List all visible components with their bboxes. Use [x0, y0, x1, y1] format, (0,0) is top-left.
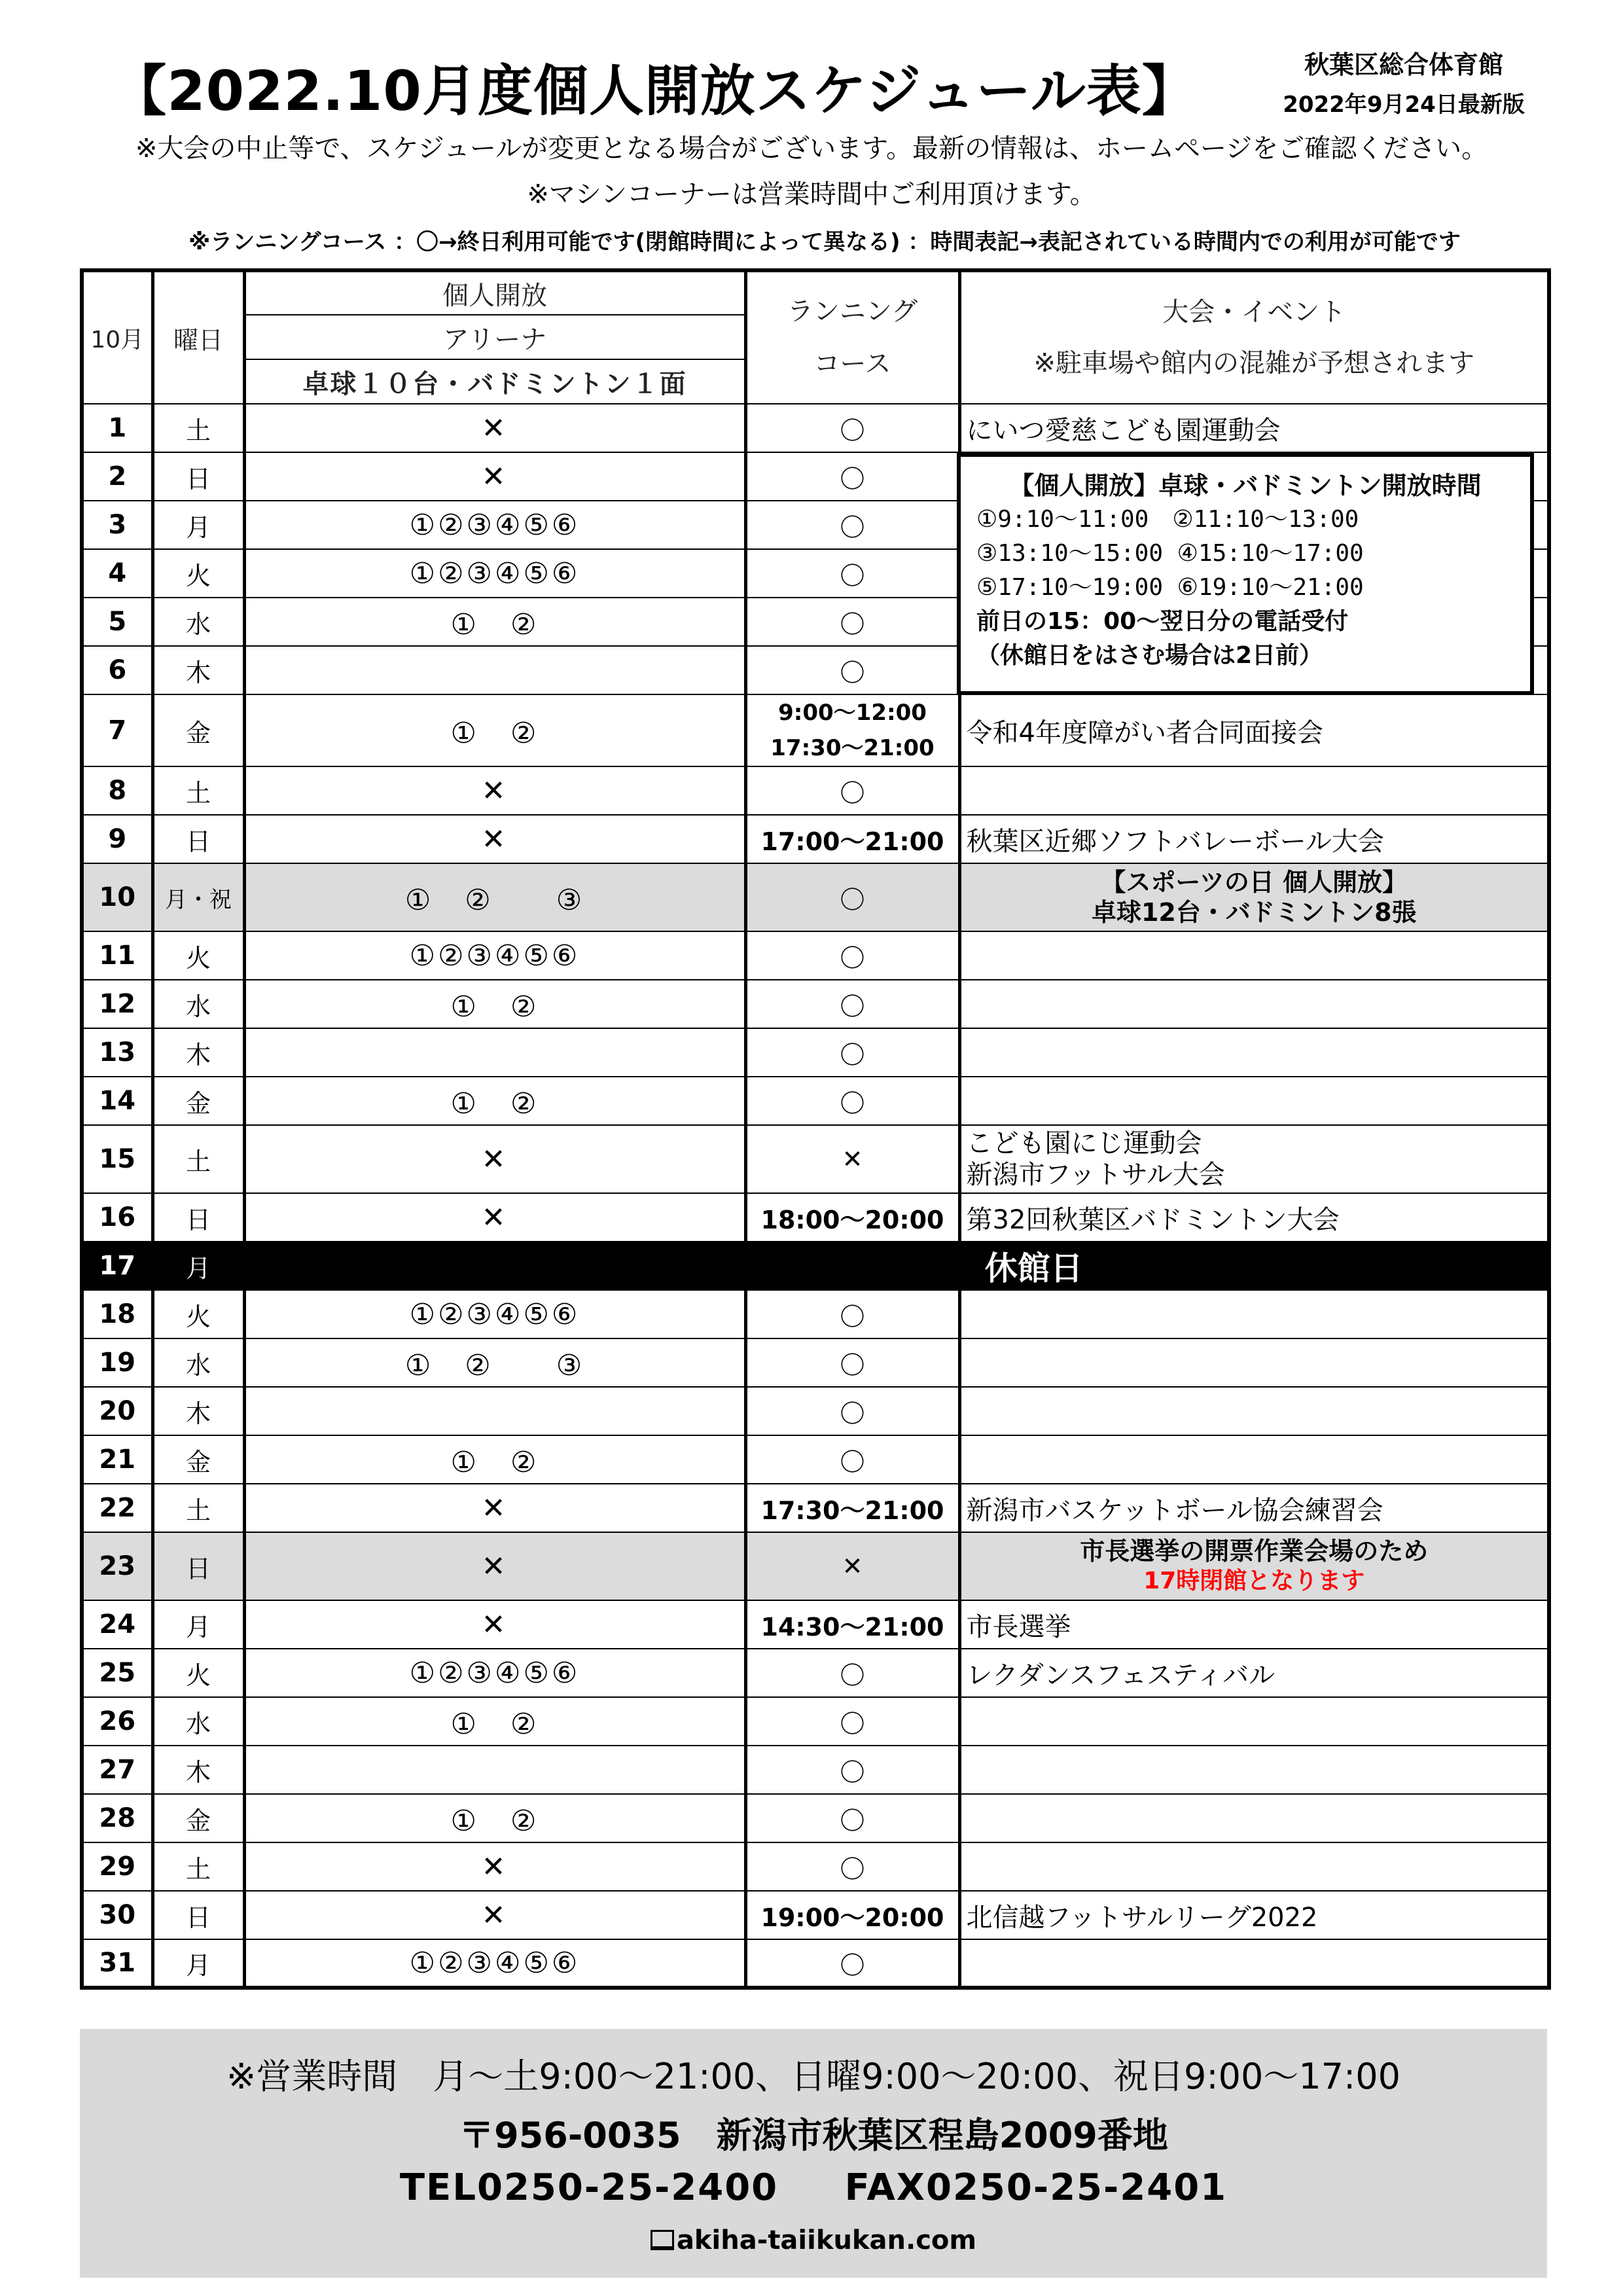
date-cell: 9 — [82, 815, 152, 863]
event-cell — [959, 1290, 1549, 1338]
arena-slots-cell: ✕ — [244, 1125, 745, 1193]
footer — [80, 2029, 1547, 2278]
event-cell: レクダンスフェスティバル — [959, 1649, 1549, 1697]
weekday-cell: 木 — [152, 1028, 244, 1077]
running-course-cell: 18:00～20:00 — [745, 1193, 959, 1242]
opening-hours-line-1: ①9:10～11:00 ②11:10～13:00 — [976, 506, 1359, 533]
date-cell: 23 — [82, 1532, 152, 1600]
arena-slots-cell: ✕ — [244, 1193, 745, 1242]
weekday-cell: 月 — [152, 1600, 244, 1649]
table-row — [82, 1794, 1549, 1842]
running-course-cell: 14:30～21:00 — [745, 1600, 959, 1649]
arena-slots-cell — [244, 1387, 745, 1435]
weekday-cell: 金 — [152, 694, 244, 766]
event-cell — [959, 1532, 1549, 1600]
weekday-cell: 金 — [152, 1794, 244, 1842]
running-course-cell: 〇 — [745, 1649, 959, 1697]
arena-slots-cell: ① ② ③ — [244, 863, 745, 931]
header-running — [745, 270, 959, 404]
date-cell: 25 — [82, 1649, 152, 1697]
weekday-cell: 日 — [152, 1532, 244, 1600]
arena-slots-cell: ① ② — [244, 694, 745, 766]
weekday-cell: 土 — [152, 1484, 244, 1532]
weekday-cell: 木 — [152, 646, 244, 694]
arena-slots-cell: ①②③④⑤⑥ — [244, 501, 745, 549]
event-cell — [959, 1338, 1549, 1387]
event-cell: 第32回秋葉区バドミントン大会 — [959, 1193, 1549, 1242]
date-cell: 6 — [82, 646, 152, 694]
event-cell: 北信越フットサルリーグ2022 — [959, 1891, 1549, 1939]
arena-slots-cell: ✕ — [244, 815, 745, 863]
running-course-cell: 〇 — [745, 1387, 959, 1435]
fax: FAX0250-25-2401 — [844, 2166, 1228, 2209]
running-course-cell: 19:00～20:00 — [745, 1891, 959, 1939]
arena-slots-cell: ✕ — [244, 452, 745, 501]
weekday-cell: 水 — [152, 598, 244, 646]
event-cell — [959, 863, 1549, 931]
notice-machine-corner: ※マシンコーナーは営業時間中ご利用頂けます。 — [527, 179, 1096, 209]
date-cell: 22 — [82, 1484, 152, 1532]
header-arena-sub: 卓球１０台・バドミントン１面 — [244, 359, 745, 404]
website[interactable] — [80, 2225, 1547, 2255]
weekday-cell: 月 — [152, 1939, 244, 1988]
date-cell: 27 — [82, 1746, 152, 1794]
arena-slots-cell: ①②③④⑤⑥ — [244, 1290, 745, 1338]
opening-hours-title: 【個人開放】卓球・バドミントン開放時間 — [1009, 471, 1482, 500]
event-cell — [959, 1387, 1549, 1435]
event-cell — [959, 1125, 1549, 1193]
holiday-note: （休館日をはさむ場合は2日前） — [976, 642, 1323, 669]
header-personal: 個人開放 — [244, 270, 745, 315]
running-course-cell: 〇 — [745, 598, 959, 646]
running-course-cell: 〇 — [745, 404, 959, 452]
header-arena: アリーナ — [244, 315, 745, 359]
running-course-cell: 〇 — [745, 1939, 959, 1988]
computer-icon — [651, 2230, 674, 2250]
weekday-cell: 水 — [152, 1338, 244, 1387]
arena-slots-cell: ①②③④⑤⑥ — [244, 1939, 745, 1988]
date-cell: 28 — [82, 1794, 152, 1842]
running-course-cell: 〇 — [745, 646, 959, 694]
date-cell: 3 — [82, 501, 152, 549]
event-cell — [959, 1939, 1549, 1988]
opening-hours-line-3: ⑤17:10～19:00 ⑥19:10～21:00 — [976, 574, 1364, 601]
weekday-cell: 月 — [152, 1242, 244, 1290]
event-cell — [959, 1842, 1549, 1891]
weekday-cell: 火 — [152, 931, 244, 980]
weekday-cell: 月・祝 — [152, 863, 244, 931]
table-row — [82, 1242, 1549, 1290]
table-row — [82, 815, 1549, 863]
table-row — [82, 1532, 1549, 1600]
date-cell: 15 — [82, 1125, 152, 1193]
header-running-line1: ランニング — [787, 296, 918, 327]
event-line-1: 【スポーツの日 個人開放】 — [1101, 868, 1408, 897]
running-course-cell: 〇 — [745, 766, 959, 815]
table-row — [82, 1697, 1549, 1746]
arena-slots-cell — [244, 1746, 745, 1794]
weekday-cell: 土 — [152, 766, 244, 815]
table-row — [82, 1649, 1549, 1697]
running-course-cell: 〇 — [745, 931, 959, 980]
date-cell: 19 — [82, 1338, 152, 1387]
date-cell: 20 — [82, 1387, 152, 1435]
notice-schedule-change: ※大会の中止等で、スケジュールが変更となる場合がございます。最新の情報は、ホームページをご確認ください。 — [135, 134, 1488, 164]
date-cell: 10 — [82, 863, 152, 931]
arena-slots-cell: ① ② — [244, 1435, 745, 1484]
running-course-cell: 〇 — [745, 452, 959, 501]
event-cell — [959, 1435, 1549, 1484]
arena-slots-cell: ① ② — [244, 1794, 745, 1842]
business-hours: ※営業時間 月～土9:00～21:00、日曜9:00～20:00、祝日9:00～17:00 — [226, 2056, 1400, 2097]
event-line-2: 卓球12台・バドミントン8張 — [1091, 898, 1417, 927]
arena-slots-cell: ①②③④⑤⑥ — [244, 1649, 745, 1697]
arena-slots-cell: ①②③④⑤⑥ — [244, 549, 745, 598]
weekday-cell: 水 — [152, 1697, 244, 1746]
website-url[interactable]: akiha-taiikukan.com — [676, 2225, 977, 2255]
table-row — [82, 1600, 1549, 1649]
event-line-2: 17時閉館となります — [1143, 1568, 1365, 1594]
table-row — [82, 1842, 1549, 1891]
arena-slots-cell: ① ② — [244, 598, 745, 646]
running-course-cell: ✕ — [745, 1125, 959, 1193]
table-row — [82, 766, 1549, 815]
event-cell: 新潟市バスケットボール協会練習会 — [959, 1484, 1549, 1532]
running-course-cell: 〇 — [745, 1028, 959, 1077]
weekday-cell: 土 — [152, 1842, 244, 1891]
reservation-note: 前日の15：00～翌日分の電話受付 — [976, 608, 1349, 635]
arena-slots-cell: ① ② — [244, 1077, 745, 1125]
arena-slots-cell: ✕ — [244, 1891, 745, 1939]
event-line-2: 新潟市フットサル大会 — [966, 1160, 1225, 1190]
weekday-cell: 金 — [152, 1077, 244, 1125]
event-cell — [959, 1794, 1549, 1842]
event-cell: 令和4年度障がい者合同面接会 — [959, 694, 1549, 766]
date-cell: 1 — [82, 404, 152, 452]
updated-date: 2022年9月24日最新版 — [1283, 92, 1525, 118]
running-course-cell: 〇 — [745, 501, 959, 549]
arena-slots-cell — [244, 646, 745, 694]
weekday-cell: 日 — [152, 1193, 244, 1242]
header-month: 10月 — [82, 270, 152, 404]
header-event-line2: ※駐車場や館内の混雑が予想されます — [1033, 348, 1474, 378]
date-cell: 26 — [82, 1697, 152, 1746]
header-weekday: 曜日 — [152, 270, 244, 404]
running-course-cell: ✕ — [745, 1532, 959, 1600]
table-row — [82, 1891, 1549, 1939]
table-row — [82, 1290, 1549, 1338]
running-course-cell: 〇 — [745, 980, 959, 1028]
weekday-cell: 月 — [152, 501, 244, 549]
weekday-cell: 水 — [152, 980, 244, 1028]
table-row — [82, 1193, 1549, 1242]
arena-slots-cell: ① ② ③ — [244, 1338, 745, 1387]
date-cell: 14 — [82, 1077, 152, 1125]
table-row — [82, 1939, 1549, 1988]
running-course-cell: 〇 — [745, 1794, 959, 1842]
table-row — [82, 1387, 1549, 1435]
address: 〒956-0035 新潟市秋葉区程島2009番地 — [459, 2115, 1168, 2156]
table-row — [82, 931, 1549, 980]
event-cell: 秋葉区近郷ソフトバレーボール大会 — [959, 815, 1549, 863]
event-cell — [959, 1697, 1549, 1746]
page-title: 【2022.10月度個人開放スケジュール表】 — [111, 59, 1198, 123]
event-cell: にいつ愛慈こども園運動会 — [959, 404, 1549, 452]
event-cell — [959, 1746, 1549, 1794]
date-cell: 7 — [82, 694, 152, 766]
running-course-cell: 〇 — [745, 1077, 959, 1125]
weekday-cell: 金 — [152, 1435, 244, 1484]
arena-slots-cell: ✕ — [244, 766, 745, 815]
table-row — [82, 863, 1549, 931]
date-cell: 12 — [82, 980, 152, 1028]
table-row — [82, 1077, 1549, 1125]
table-row — [82, 1484, 1549, 1532]
table-row — [82, 1028, 1549, 1077]
arena-slots-cell: ✕ — [244, 1842, 745, 1891]
event-cell — [959, 1028, 1549, 1077]
event-cell — [959, 766, 1549, 815]
closed-day-label: 休館日 — [244, 1242, 1549, 1290]
date-cell: 21 — [82, 1435, 152, 1484]
arena-slots-cell — [244, 1028, 745, 1077]
weekday-cell: 木 — [152, 1746, 244, 1794]
event-cell: 市長選挙 — [959, 1600, 1549, 1649]
header-event-line1: 大会・イベント — [1162, 297, 1346, 327]
opening-hours-box — [957, 453, 1534, 695]
arena-slots-cell: ✕ — [244, 404, 745, 452]
date-cell: 17 — [82, 1242, 152, 1290]
opening-hours-line-2: ③13:10～15:00 ④15:10～17:00 — [976, 540, 1364, 567]
running-course-cell: 17:00～21:00 — [745, 815, 959, 863]
arena-slots-cell: ① ② — [244, 1697, 745, 1746]
running-course-cell: 17:30～21:00 — [745, 1484, 959, 1532]
date-cell: 16 — [82, 1193, 152, 1242]
running-course-cell: 〇 — [745, 1697, 959, 1746]
weekday-cell: 土 — [152, 404, 244, 452]
header-running-line2: コース — [813, 349, 891, 379]
arena-slots-cell: ①②③④⑤⑥ — [244, 931, 745, 980]
weekday-cell: 日 — [152, 1891, 244, 1939]
date-cell: 13 — [82, 1028, 152, 1077]
table-row — [82, 404, 1549, 452]
date-cell: 4 — [82, 549, 152, 598]
arena-slots-cell: ① ② — [244, 980, 745, 1028]
running-course-cell — [745, 694, 959, 766]
running-course-cell: 〇 — [745, 1842, 959, 1891]
running-course-cell: 〇 — [745, 549, 959, 598]
event-line-1: こども園にじ運動会 — [966, 1128, 1202, 1158]
running-course-cell: 〇 — [745, 1290, 959, 1338]
date-cell: 2 — [82, 452, 152, 501]
table-row — [82, 980, 1549, 1028]
weekday-cell: 日 — [152, 815, 244, 863]
weekday-cell: 火 — [152, 1290, 244, 1338]
event-cell — [959, 931, 1549, 980]
date-cell: 30 — [82, 1891, 152, 1939]
event-cell — [959, 980, 1549, 1028]
weekday-cell: 土 — [152, 1125, 244, 1193]
running-course-cell: 〇 — [745, 1338, 959, 1387]
table-row — [82, 694, 1549, 766]
date-cell: 18 — [82, 1290, 152, 1338]
arena-slots-cell: ✕ — [244, 1532, 745, 1600]
table-row — [82, 1746, 1549, 1794]
event-line-1: 市長選挙の開票作業会場のため — [1080, 1537, 1429, 1566]
table-row — [82, 1338, 1549, 1387]
date-cell: 11 — [82, 931, 152, 980]
event-cell — [959, 1077, 1549, 1125]
contact-line — [80, 2166, 1547, 2209]
date-cell: 31 — [82, 1939, 152, 1988]
running-time-1: 9:00～12:00 — [778, 700, 927, 726]
weekday-cell: 日 — [152, 452, 244, 501]
running-course-cell: 〇 — [745, 863, 959, 931]
arena-slots-cell: ✕ — [244, 1484, 745, 1532]
date-cell: 29 — [82, 1842, 152, 1891]
running-course-cell: 〇 — [745, 1435, 959, 1484]
weekday-cell: 火 — [152, 549, 244, 598]
table-row — [82, 1435, 1549, 1484]
telephone: TEL0250-25-2400 — [399, 2166, 779, 2209]
arena-slots-cell: ✕ — [244, 1600, 745, 1649]
running-course-cell: 〇 — [745, 1746, 959, 1794]
date-cell: 24 — [82, 1600, 152, 1649]
table-row — [82, 1125, 1549, 1193]
date-cell: 5 — [82, 598, 152, 646]
facility-name: 秋葉区総合体育館 — [1304, 50, 1503, 79]
date-cell: 8 — [82, 766, 152, 815]
header-event — [959, 270, 1549, 404]
running-time-2: 17:30～21:00 — [770, 735, 935, 761]
weekday-cell: 火 — [152, 1649, 244, 1697]
notice-running-course: ※ランニングコース ：〇→終日利用可能です(閉館時間によって異なる) ：時間表記→表記されている時間内での利用が可能です — [188, 229, 1461, 255]
weekday-cell: 木 — [152, 1387, 244, 1435]
